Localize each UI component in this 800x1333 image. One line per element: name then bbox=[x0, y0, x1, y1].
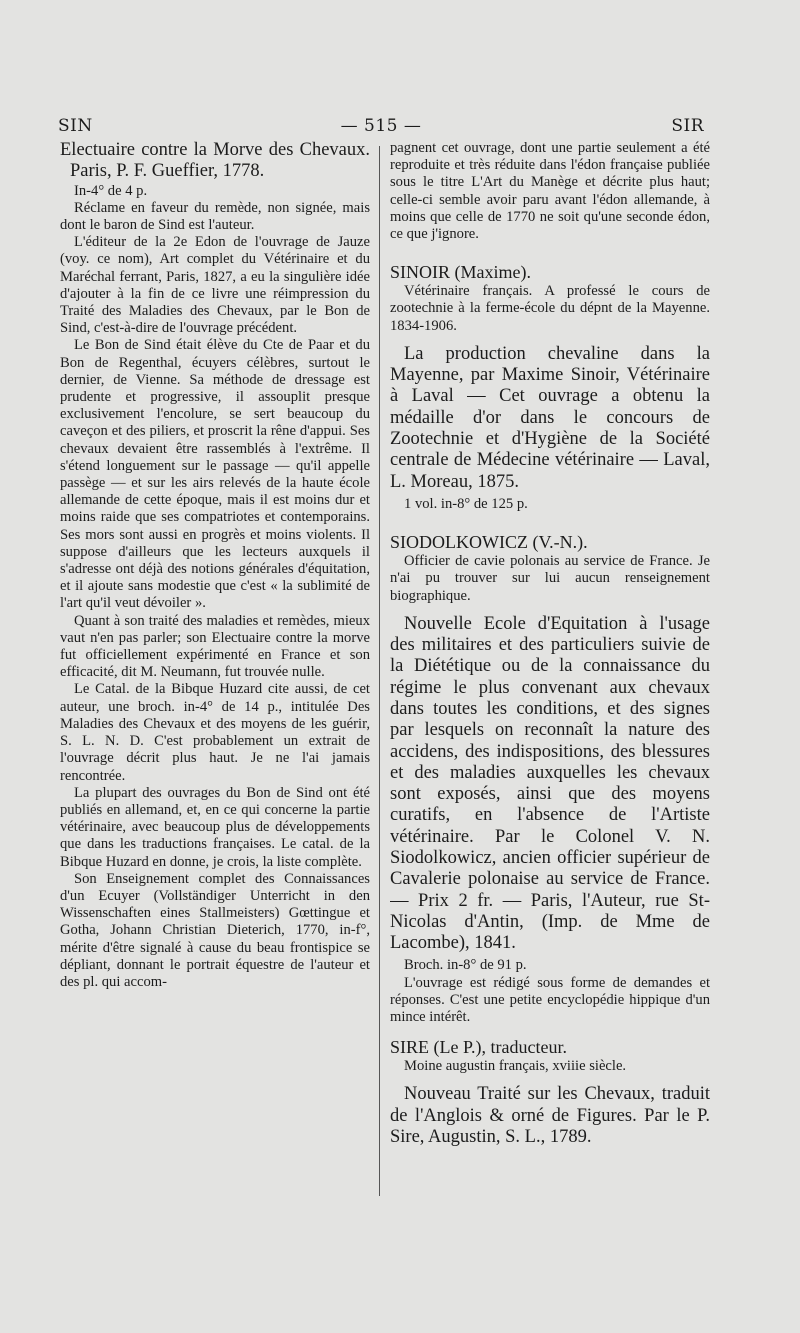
column-divider bbox=[379, 146, 380, 1196]
paragraph: Vétérinaire français. A professé le cours de zootechnie à la ferme-école du dépnt de la Mayenne. 1834-1906. bbox=[390, 283, 710, 334]
paragraph: Nouvelle Ecole d'Equitation à l'usage des militaires et des particuliers suivie de la Diététique ou de la connaissance du régime le plus convenant aux chevaux dans toutes les conditions, et des signes par lesquels on reconnaît la nature des accidens, des indispositions, des blessures et des maladies auxquelles les chevaux sont exposés, ainsi que des moyens curatifs, en l'absence de l'Artiste vétérinaire. Par le Colonel V. N. Siodolkowicz, ancien officier supérieur de Cavalerie polonaise au service de France. — Prix 2 fr. — Paris, l'Auteur, rue St-Nicolas d'Antin, (Imp. de Mme de Lacombe), 1841. bbox=[390, 613, 710, 954]
header-left: SIN bbox=[58, 116, 93, 136]
paragraph: Nouveau Traité sur les Chevaux, traduit de l'Anglois & orné de Figures. Par le P. Sire, Augustin, S. L., 1789. bbox=[390, 1084, 710, 1148]
paragraph: L'éditeur de la 2e Edon de l'ouvrage de Jauze (voy. ce nom), Art complet du Vétérinaire et du Maréchal ferrant, Paris, 1827, a eu la singulière idée d'ajouter à la fin de ce livre une réimpression du Traité des Maladies des Chevaux, par le Bon de Sind, c'est-à-dire de l'ouvrage précédent. bbox=[60, 234, 370, 337]
paragraph: La plupart des ouvrages du Bon de Sind ont été publiés en allemand, et, en ce qui concerne la partie vétérinaire, avec beaucoup plus de développements que dans les traductions françaises. Le catal. de la Bibque Huzard en donne, je crois, la liste complète. bbox=[60, 784, 370, 870]
paragraph: Quant à son traité des maladies et remèdes, mieux vaut n'en pas parler; son Electuaire contre la morve fut officiellement expérimenté en France et son efficacité, dit M. Neumann, fut trouvée nulle. bbox=[60, 612, 370, 681]
entry-heading: SIRE (Le P.), traducteur. bbox=[390, 1037, 567, 1058]
left-column bbox=[60, 140, 370, 991]
paragraph: Moine augustin français, xviiie siècle. bbox=[404, 1058, 627, 1075]
paragraph: In-4° de 4 p. bbox=[74, 182, 148, 199]
entry-heading: SIODOLKOWICZ (V.-N.). bbox=[390, 532, 588, 553]
paragraph: L'ouvrage est rédigé sous forme de demandes et réponses. C'est une petite encyclopédie hippique d'un mince intérêt. bbox=[390, 974, 710, 1026]
paragraph: Electuaire contre la Morve des Chevaux. Paris, P. F. Gueffier, 1778. bbox=[60, 140, 370, 182]
paragraph: pagnent cet ouvrage, dont une partie seulement a été reproduite et très réduite dans l'édon française publiée sous le titre L'Art du Manège et décrite plus haut; celle-ci semble avoir paru avant l'édon allemande, à moins que celle de 1770 ne soit qu'une seconde édon, ce que j'ignore. bbox=[390, 140, 710, 243]
header-right: SIR bbox=[671, 116, 704, 136]
paragraph: Le Bon de Sind était élève du Cte de Paar et du Bon de Regenthal, écuyers célèbres, surtout le dernier, de Vienne. Sa méthode de dressage est prudente et progressive, il assouplit presque exclusivement l'encolure, se sert beaucoup du caveçon et des piliers, et proscrit la rêne d'appui. Ses chevaux devaient être rassemblés à l'extrême. Il s'étend longuement sur le passage — qu'il appelle passège — et sur les airs relevés de la haute école allemande de cette époque, mais il est moins dur et moins raide que ses compatriotes et contemporains. Ses mors sont aussi en progrès et moins violents. Il suppose d'ailleurs que les lecteurs auxquels il s'adresse ont déjà des notions générales d'équitation, et il ajoute sans modestie que c'est « la sublimité de l'art qu'il veut dévoiler ». bbox=[60, 337, 370, 612]
paragraph: Officier de cavie polonais au service de France. Je n'ai pu trouver sur lui aucun renseignement biographique. bbox=[390, 553, 710, 604]
entry-heading: SINOIR (Maxime). bbox=[390, 262, 531, 283]
paragraph: 1 vol. in-8° de 125 p. bbox=[404, 495, 528, 512]
paragraph: Réclame en faveur du remède, non signée, mais dont le baron de Sind est l'auteur. bbox=[60, 199, 370, 233]
paragraph: La production chevaline dans la Mayenne, par Maxime Sinoir, Vétérinaire à Laval — Cet ouvrage a obtenu la médaille d'or dans le concours de Zootechnie et d'Hygiène de la Société centrale de Médecine vétérinaire — Laval, L. Moreau, 1875. bbox=[390, 343, 710, 492]
paragraph: Broch. in-8° de 91 p. bbox=[404, 957, 527, 974]
paragraph: Son Enseignement complet des Connaissances d'un Ecuyer (Vollständiger Unterricht in den Wissenschaften eines Stallmeisters) Gœttingue et Gotha, Johann Christian Dieterich, 1770, in-f°, mérite d'être signalé à cause du beau frontispice se dépliant, donnant le portrait équestre de l'auteur et des pl. qui accom- bbox=[60, 870, 370, 990]
page-number: — 515 — bbox=[340, 116, 422, 136]
running-header bbox=[58, 116, 704, 140]
paragraph: Le Catal. de la Bibque Huzard cite aussi, de cet auteur, une broch. in-4° de 14 p., intitulée Des Maladies des Chevaux et des moyens de les guérir, S. L. N. D. C'est probablement un extrait de l'ouvrage décrit plus haut. Je ne l'ai jamais rencontrée. bbox=[60, 681, 370, 784]
right-column bbox=[390, 140, 710, 1148]
